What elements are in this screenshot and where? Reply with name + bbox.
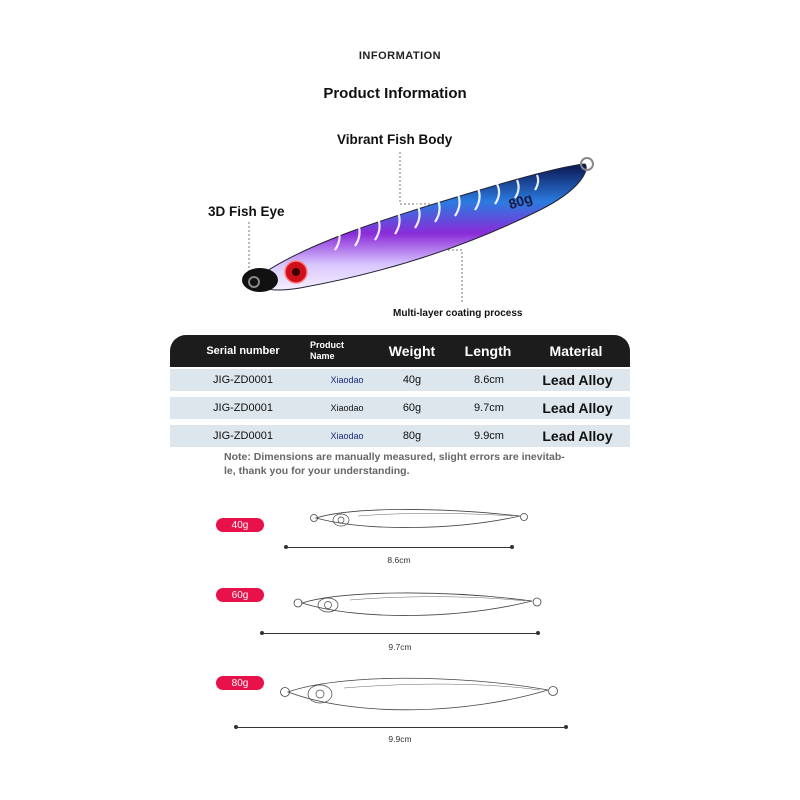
table-row bbox=[170, 397, 630, 419]
callout-fish-eye: 3D Fish Eye bbox=[208, 204, 285, 219]
weight-badge-40g: 40g bbox=[216, 518, 264, 532]
header-weight: Weight bbox=[388, 343, 436, 359]
cell-name: Xiaodao bbox=[330, 431, 364, 441]
cell-length: 8.6cm bbox=[474, 374, 504, 386]
cell-serial: JIG-ZD0001 bbox=[213, 402, 273, 414]
cell-material: Lead Alloy bbox=[542, 372, 613, 388]
lure-weight-mark: 80g bbox=[506, 189, 535, 213]
header-serial: Serial number bbox=[206, 345, 280, 357]
measurement-note bbox=[224, 450, 584, 478]
dimension-line-60g bbox=[262, 633, 538, 634]
cell-length: 9.7cm bbox=[474, 402, 504, 414]
callout-fish-body: Vibrant Fish Body bbox=[337, 132, 453, 147]
lure-image bbox=[240, 150, 600, 300]
dimension-line-40g bbox=[286, 547, 512, 548]
cell-name: Xiaodao bbox=[330, 403, 364, 413]
length-label-40g: 8.6cm bbox=[387, 555, 411, 565]
page-title: Product Information bbox=[323, 85, 467, 102]
section-tag: INFORMATION bbox=[358, 50, 442, 62]
cell-weight: 40g bbox=[402, 374, 422, 386]
table-row bbox=[170, 369, 630, 391]
cell-weight: 60g bbox=[402, 402, 422, 414]
cell-serial: JIG-ZD0001 bbox=[213, 374, 273, 386]
cell-material: Lead Alloy bbox=[542, 400, 613, 416]
cell-weight: 80g bbox=[402, 430, 422, 442]
note-line: Note: Dimensions are manually measured, slight errors are inevitab- bbox=[224, 451, 565, 463]
lure-outline-40g bbox=[308, 502, 533, 536]
header-material: Material bbox=[549, 343, 603, 359]
header-product-name: Product Name bbox=[310, 340, 345, 361]
lure-outline-80g bbox=[278, 668, 560, 720]
callout-coating: Multi-layer coating process bbox=[393, 308, 523, 319]
table-header bbox=[170, 335, 630, 367]
cell-serial: JIG-ZD0001 bbox=[213, 430, 273, 442]
cell-name: Xiaodao bbox=[330, 375, 364, 385]
lure-outline-60g bbox=[290, 583, 545, 625]
note-line: le, thank you for your understanding. bbox=[224, 465, 410, 477]
dimension-line-80g bbox=[236, 727, 566, 728]
weight-badge-60g: 60g bbox=[216, 588, 264, 602]
length-label-60g: 9.7cm bbox=[388, 642, 412, 652]
table-row bbox=[170, 425, 630, 447]
cell-material: Lead Alloy bbox=[542, 428, 613, 444]
header-length: Length bbox=[464, 343, 512, 359]
cell-length: 9.9cm bbox=[474, 430, 504, 442]
length-label-80g: 9.9cm bbox=[388, 734, 412, 744]
weight-badge-80g: 80g bbox=[216, 676, 264, 690]
